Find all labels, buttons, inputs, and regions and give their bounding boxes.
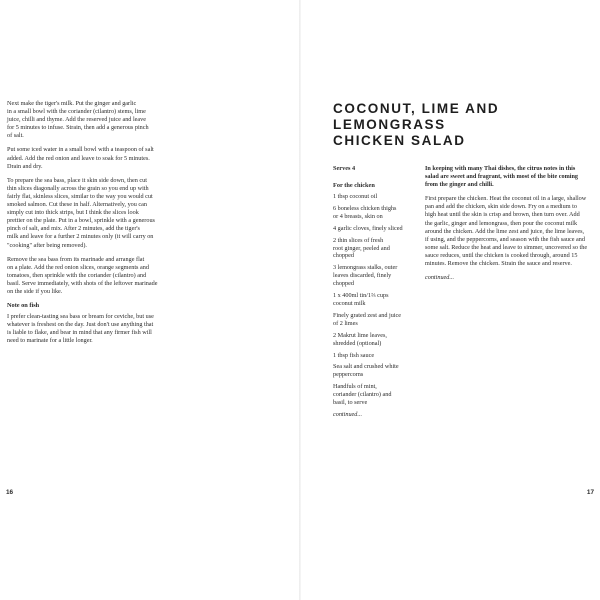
note-heading: Note on fish (7, 302, 40, 310)
ingredient-item: 1 tbsp coconut oil (333, 193, 378, 200)
ingredient-item: 1 x 400ml tin/1⅔ cups coconut milk (333, 292, 389, 307)
ingredients-continued: continued... (333, 410, 363, 418)
page-number-left: 16 (6, 489, 14, 496)
page-number-right: 17 (586, 489, 594, 496)
ingredient-item: 3 lemongrass stalks, outer leaves discarded, finely chopped (333, 264, 398, 288)
ingredient-item: 1 tbsp fish sauce (333, 351, 375, 359)
recipe-title: COCONUT, LIME AND LEMONGRASS CHICKEN SALAD (333, 101, 500, 148)
ingredient-item: Finely grated zest and juice of 2 limes (333, 311, 402, 327)
serves: Serves 4 (333, 165, 356, 172)
note-text: I prefer clean-tasting sea bass or bream for ceviche, but use whatever is freshest on the day. Just don't use anything that is liable to flake, and bear in mind that any firmer fish will need to marinate for a little longer. (7, 313, 154, 345)
ingredient-item: 4 garlic cloves, finely sliced (333, 224, 403, 232)
ingredient-item: 6 boneless chicken thighs or 4 breasts, skin on (333, 204, 397, 220)
body-paragraph: Put some iced water in a small bowl with a teaspoon of salt added. Add the red onion and leave to soak for 5 minutes. Drain and dry. (7, 146, 154, 170)
method-column (425, 165, 588, 288)
ingredient-item: Handfuls of mint, coriander (cilantro) and basil, to serve (333, 383, 392, 407)
ingredient-item: 2 thin slices of fresh root ginger, peeled and chopped (333, 236, 390, 260)
recipe-intro: In keeping with many Thai dishes, the citrus notes in this salad are sweet and fragrant, with most of the bite coming from the ginger and chilli. (425, 165, 579, 189)
method-continued: continued... (425, 274, 455, 282)
left-page-body (7, 100, 277, 351)
body-paragraph: Remove the sea bass from its marinade and arrange flat on a plate. Add the red onion slices, orange segments and tomatoes, then sprinkle with the coriander (cilantro) and basil. Serve immediately, with shots of the leftover marinade on the side if you like. (7, 255, 158, 295)
ingredients-column (333, 165, 419, 425)
ingredient-item: 2 Makrut lime leaves, shredded (optional) (333, 331, 387, 347)
ingredients-heading: For the chicken (333, 182, 375, 189)
ingredient-item: Sea salt and crushed white peppercorns (333, 363, 399, 379)
body-paragraph: To prepare the sea bass, place it skin side down, then cut thin slices diagonally across the grain so you end up with fairly flat, skinless slices, similar to the way you would cut smoked salmon. Cut these in half. Alternatively, you can simply cut into thick strips, but I think the slices look prettier on the plate. Put in a bowl, sprinkle with a generous pinch of salt, and mix. After 2 minutes, add the tiger's milk and leave for a further 2 minutes only (it will carry on "cooking" after being removed). (7, 176, 155, 249)
ingredient-list (333, 193, 419, 407)
body-paragraph: Next make the tiger's milk. Put the ginger and garlic in a small bowl with the coriander (cilantro) stems, lime juice, chilli and thyme. Add the reserved juice and leave for 5 minutes to infuse. Strain, then add a generous pinch of salt. (7, 100, 149, 140)
method-text: First prepare the chicken. Heat the coconut oil in a large, shallow pan and add the chicken, skin side down. Fry on a medium to high heat until the skin is crisp and brown, then turn over. Add the garlic, ginger and lemongrass, then pour the coconut milk around the chicken. Add the lime zest and juice, the lime leaves, if using, and the peppercorns, and season with the fish sauce and some salt. Reduce the heat and leave to simmer, uncovered so the sauce reduces, until the chicken is cooked through, around 15 minutes. Remove the chicken. Strain the sauce and reserve. (425, 195, 588, 268)
